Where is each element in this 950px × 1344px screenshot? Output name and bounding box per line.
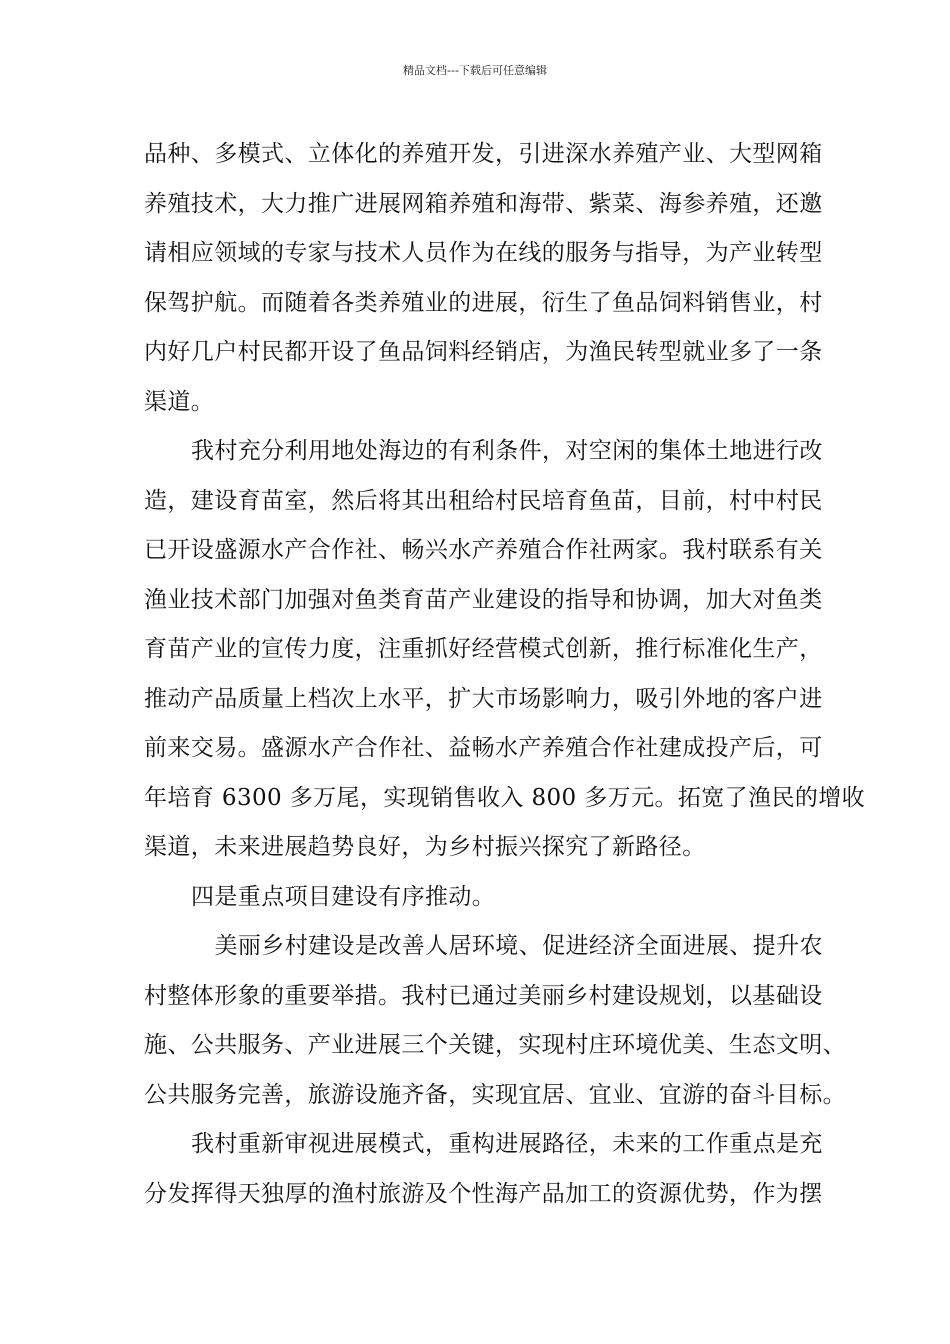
text-line: 美丽乡村建设是改善人居环境、促进经济全面进展、提升农: [214, 933, 823, 959]
paragraph: [144, 1120, 823, 1219]
text-line: 育苗产业的宣传力度，注重抓好经营模式创新，推行标准化生产，: [144, 636, 823, 662]
page-header: 精品文档---下载后可任意编辑: [403, 64, 547, 77]
text-line: 推动产品质量上档次上水平，扩大市场影响力，吸引外地的客户进: [144, 685, 823, 712]
paragraph: [144, 427, 866, 873]
text-line: 品种、多模式、立体化的养殖开发，引进深水养殖产业、大型网箱: [144, 141, 823, 167]
text-line: 前来交易。盛源水产合作社、益畅水产养殖合作社建成投产后，可: [144, 735, 823, 761]
text-line: 年培育 6300 多万尾，实现销售收入 800 多万元。拓宽了渔民的增收: [144, 784, 866, 811]
text-line: 四是重点项目建设有序推动。: [191, 883, 496, 910]
paragraph: [144, 922, 846, 1120]
text-line: 分发挥得天独厚的渔村旅游及个性海产品加工的资源优势，作为摆: [144, 1180, 823, 1207]
text-line: 保驾护航。而随着各类养殖业的进展，衍生了鱼品饲料销售业，村: [144, 289, 823, 316]
text-line: 渔业技术部门加强对鱼类育苗产业建设的指导和协调，加大对鱼类: [144, 586, 823, 613]
text-line: 已开设盛源水产合作社、畅兴水产养殖合作社两家。我村联系有关: [144, 537, 823, 563]
text-line: 我村重新审视进展模式，重构进展路径，未来的工作重点是充: [191, 1131, 823, 1157]
text-line: 公共服务完善，旅游设施齐备，实现宜居、宜业、宜游的奋斗目标。: [144, 1081, 846, 1108]
document-body: [144, 130, 866, 1219]
text-line: 造，建设育苗室，然后将其出租给村民培育鱼苗，目前，村中村民: [144, 487, 823, 514]
text-line: 我村充分利用地处海边的有利条件，对空闲的集体土地进行改: [191, 438, 823, 464]
text-line: 村整体形象的重要举措。我村已通过美丽乡村建设规划，以基础设: [144, 982, 823, 1009]
text-line: 渠道。: [144, 388, 215, 415]
text-line: 内好几户村民都开设了鱼品饲料经销店，为渔民转型就业多了一条: [144, 339, 823, 365]
text-line: 请相应领域的专家与技术人员作为在线的服务与指导，为产业转型: [144, 240, 823, 266]
paragraph: [144, 130, 823, 427]
text-line: 施、公共服务、产业进展三个关键，实现村庄环境优美、生态文明、: [144, 1032, 846, 1058]
paragraph: [144, 873, 814, 923]
text-line: 渠道，未来进展趋势良好，为乡村振兴探究了新路径。: [144, 834, 706, 860]
text-line: 养殖技术，大力推广进展网箱养殖和海带、紫菜、海参养殖，还邀: [144, 190, 823, 217]
